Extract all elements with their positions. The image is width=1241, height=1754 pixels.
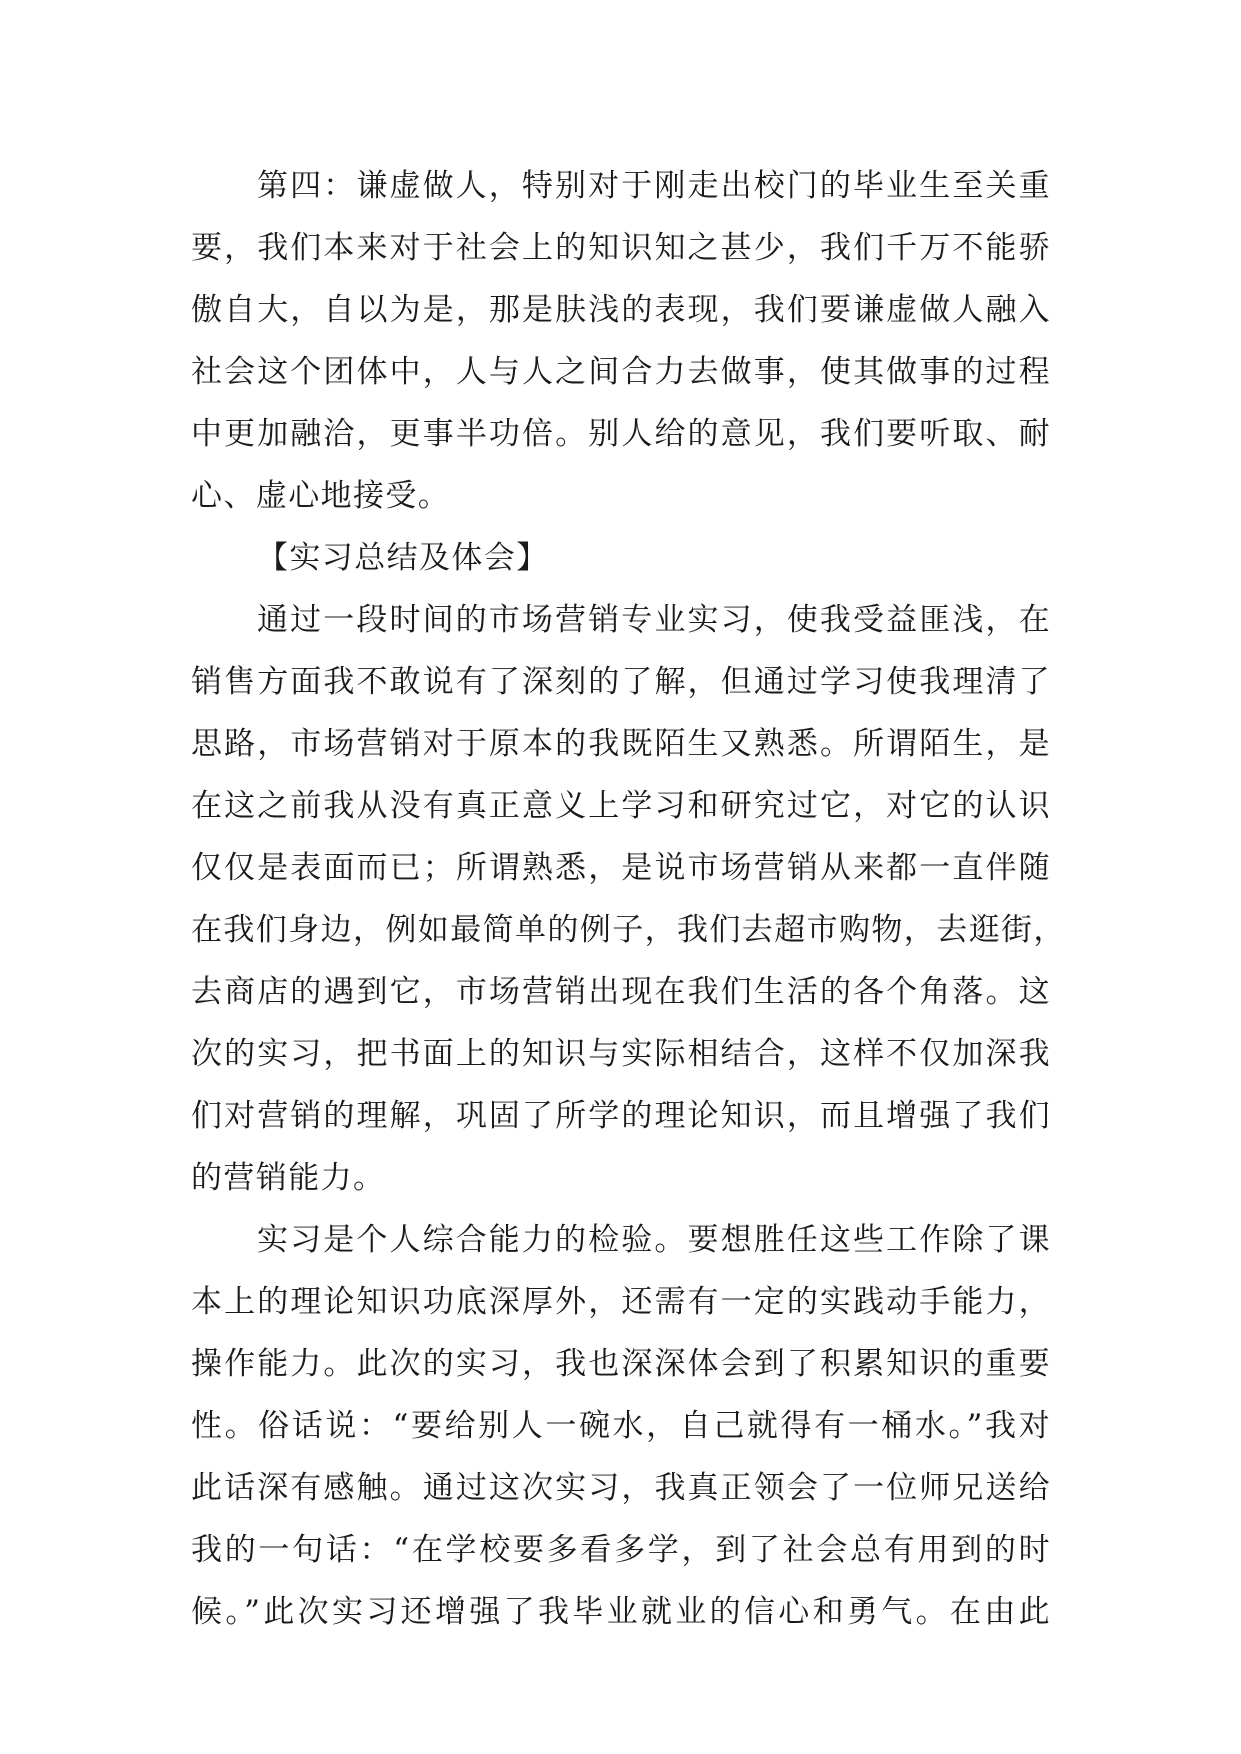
paragraph-line: 思路，市场营销对于原本的我既陌生又熟悉。所谓陌生，是 xyxy=(191,726,1051,762)
paragraph-line: 我的一句话：“在学校要多看多学，到了社会总有用到的时 xyxy=(191,1532,1051,1568)
paragraph-line: 去商店的遇到它，市场营销出现在我们生活的各个角落。这 xyxy=(191,974,1051,1010)
paragraph-line: 中更加融洽，更事半功倍。别人给的意见，我们要听取、耐 xyxy=(191,416,1051,452)
paragraph-line: 本上的理论知识功底深厚外，还需有一定的实践动手能力， xyxy=(191,1284,1051,1320)
paragraph-line: 的营销能力。 xyxy=(191,1160,386,1196)
paragraph-line: 第四：谦虚做人，特别对于刚走出校门的毕业生至关重 xyxy=(257,168,1051,204)
paragraph-line: 社会这个团体中，人与人之间合力去做事，使其做事的过程 xyxy=(191,354,1051,390)
paragraph-line: 们对营销的理解，巩固了所学的理论知识，而且增强了我们 xyxy=(191,1098,1051,1134)
paragraph-line: 在这之前我从没有真正意义上学习和研究过它，对它的认识 xyxy=(191,788,1051,824)
paragraph-line: 销售方面我不敢说有了深刻的了解，但通过学习使我理清了 xyxy=(191,664,1051,700)
paragraph-line: 此话深有感触。通过这次实习，我真正领会了一位师兄送给 xyxy=(191,1470,1051,1506)
paragraph-line: 操作能力。此次的实习，我也深深体会到了积累知识的重要 xyxy=(191,1346,1051,1382)
paragraph-line: 性。俗话说：“要给别人一碗水，自己就得有一桶水。”我对 xyxy=(191,1408,1051,1444)
paragraph-line: 傲自大，自以为是，那是肤浅的表现，我们要谦虚做人融入 xyxy=(191,292,1051,328)
paragraph-line: 要，我们本来对于社会上的知识知之甚少，我们千万不能骄 xyxy=(191,230,1051,266)
paragraph-line: 仅仅是表面而已；所谓熟悉，是说市场营销从来都一直伴随 xyxy=(191,850,1051,886)
paragraph-line: 候。”此次实习还增强了我毕业就业的信心和勇气。在由此 xyxy=(191,1594,1051,1630)
paragraph-line: 心、虚心地接受。 xyxy=(191,478,451,514)
section-heading: 【实习总结及体会】 xyxy=(257,540,549,576)
document-body xyxy=(191,155,1066,1643)
paragraph-line: 次的实习，把书面上的知识与实际相结合，这样不仅加深我 xyxy=(191,1036,1051,1072)
paragraph-line: 通过一段时间的市场营销专业实习，使我受益匪浅，在 xyxy=(257,602,1051,638)
paragraph-line: 实习是个人综合能力的检验。要想胜任这些工作除了课 xyxy=(257,1222,1051,1258)
paragraph-line: 在我们身边，例如最简单的例子，我们去超市购物，去逛街， xyxy=(191,912,1066,948)
